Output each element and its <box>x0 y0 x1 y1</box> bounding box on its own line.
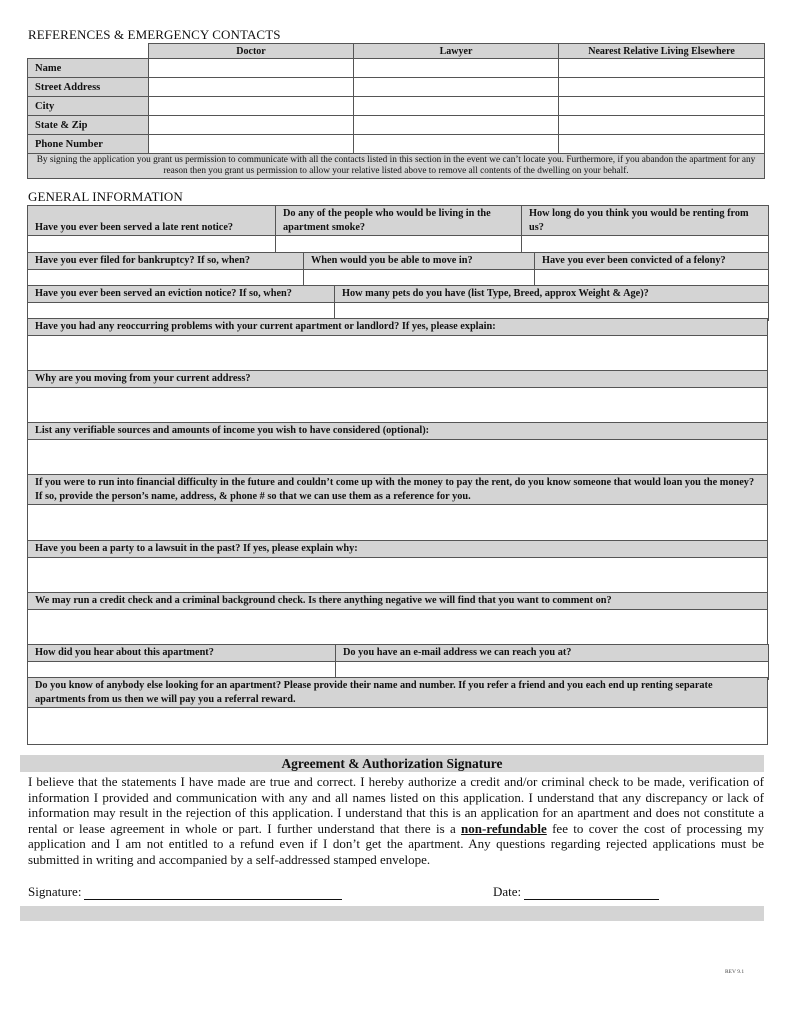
signature-row <box>28 884 342 900</box>
agreement-text-after: fee to cover the cost of processing my application and I am not entitled to a refund even if I don’t get the apartment. Any questions regarding rejected applications must be submitted in writing and accompanied by a self-addressed stamped envelope. <box>28 820 764 867</box>
doctor-city-field[interactable] <box>149 97 354 116</box>
relative-name-field[interactable] <box>559 59 765 78</box>
late-rent-question: Have you ever been served a late rent notice? <box>28 206 276 236</box>
relative-phone-field[interactable] <box>559 135 765 154</box>
row-label-city: City <box>28 97 149 116</box>
lawsuit-answer[interactable] <box>28 557 768 594</box>
agreement-title: Agreement & Authorization Signature <box>20 755 764 772</box>
agreement-text-before: I believe that the statements I have made are true and correct. I hereby authorize a credit and/or criminal check to be made, verification of information I provided and communication with any and all names listed on this application. I understand that any discrepancy or lack of information may result in the rejection of this application. I understand that this is an application for an apartment and does not constitute a rental or lease agreement in whole or part. I further understand that there is a <box>28 774 764 836</box>
doctor-state-zip-field[interactable] <box>149 116 354 135</box>
corner-cell <box>28 44 149 59</box>
referral-answer[interactable] <box>28 708 768 745</box>
row-label-street: Street Address <box>28 78 149 97</box>
gi-row-1 <box>27 205 768 254</box>
references-title: REFERENCES & EMERGENCY CONTACTS <box>28 27 281 42</box>
move-in-question: When would you be able to move in? <box>304 253 535 270</box>
moving-question: Why are you moving from your current address? <box>28 371 768 388</box>
lawyer-name-field[interactable] <box>354 59 559 78</box>
moving-answer[interactable] <box>28 387 768 424</box>
credit-question: We may run a credit check and a criminal background check. Is there anything negative we will find that you want to comment on? <box>28 593 768 610</box>
lawsuit-question: Have you been a party to a lawsuit in the past? If yes, please explain why: <box>28 541 768 558</box>
footer-bar <box>20 906 764 921</box>
smoke-answer[interactable] <box>276 236 522 254</box>
signature-field[interactable] <box>84 887 342 900</box>
felony-question: Have you ever been convicted of a felony? <box>535 253 769 270</box>
gi-hear-email <box>27 644 768 680</box>
general-title: GENERAL INFORMATION <box>28 189 183 204</box>
how-long-question: How long do you think you would be renting from us? <box>522 206 769 236</box>
late-rent-answer[interactable] <box>28 236 276 254</box>
date-label: Date: <box>493 884 522 899</box>
bankruptcy-question: Have you ever filed for bankruptcy? If so, when? <box>28 253 304 270</box>
row-label-phone: Phone Number <box>28 135 149 154</box>
date-field[interactable] <box>524 887 659 900</box>
lawyer-city-field[interactable] <box>354 97 559 116</box>
hear-question: How did you hear about this apartment? <box>28 645 336 662</box>
problems-question: Have you had any reoccurring problems with your current apartment or landlord? If yes, please explain: <box>28 319 768 336</box>
row-label-state-zip: State & Zip <box>28 116 149 135</box>
lawyer-state-zip-field[interactable] <box>354 116 559 135</box>
lawyer-phone-field[interactable] <box>354 135 559 154</box>
date-row <box>493 884 659 900</box>
income-answer[interactable] <box>28 439 768 476</box>
gi-moving <box>27 370 768 425</box>
gi-lawsuit <box>27 540 768 595</box>
references-table <box>27 43 765 179</box>
relative-city-field[interactable] <box>559 97 765 116</box>
col-relative: Nearest Relative Living Elsewhere <box>559 44 765 59</box>
doctor-name-field[interactable] <box>149 59 354 78</box>
signature-label: Signature: <box>28 884 82 899</box>
agreement-text <box>28 774 764 867</box>
gi-referral <box>27 677 768 745</box>
doctor-phone-field[interactable] <box>149 135 354 154</box>
gi-credit <box>27 592 768 647</box>
how-long-answer[interactable] <box>522 236 769 254</box>
pets-question: How many pets do you have (list Type, Breed, approx Weight & Age)? <box>335 286 769 303</box>
credit-answer[interactable] <box>28 609 768 646</box>
gi-problems <box>27 318 768 373</box>
gi-income <box>27 422 768 477</box>
col-lawyer: Lawyer <box>354 44 559 59</box>
gi-financial <box>27 474 768 542</box>
references-note: By signing the application you grant us permission to communicate with all the contacts listed in this section in the event we can’t locate you. Furthermore, if you abandon the apartment for any reason then you grant us permission to allow your relative listed above to remove all contents of the dwelling on your behalf. <box>28 154 765 179</box>
problems-answer[interactable] <box>28 335 768 372</box>
row-label-name: Name <box>28 59 149 78</box>
email-question: Do you have an e-mail address we can reach you at? <box>336 645 769 662</box>
financial-answer[interactable] <box>28 505 768 542</box>
financial-question: If you were to run into financial difficulty in the future and couldn’t come up with the money to pay the rent, do you know someone that would loan you the money? If so, provide the person’s name, address, & phone # so that we can use them as a reference for you. <box>28 475 768 505</box>
gi-row-3 <box>27 285 768 321</box>
gi-row-2 <box>27 252 768 288</box>
relative-street-field[interactable] <box>559 78 765 97</box>
revision-label: REV 9.1 <box>725 969 745 975</box>
col-doctor: Doctor <box>149 44 354 59</box>
non-refundable-label: non-refundable <box>461 820 547 836</box>
eviction-question: Have you ever been served an eviction notice? If so, when? <box>28 286 335 303</box>
smoke-question: Do any of the people who would be living in the apartment smoke? <box>276 206 522 236</box>
doctor-street-field[interactable] <box>149 78 354 97</box>
referral-question: Do you know of anybody else looking for an apartment? Please provide their name and number. If you refer a friend and you each end up renting separate apartments from us then we will pay you a referral reward. <box>28 678 768 708</box>
relative-state-zip-field[interactable] <box>559 116 765 135</box>
lawyer-street-field[interactable] <box>354 78 559 97</box>
income-question: List any verifiable sources and amounts of income you wish to have considered (optional): <box>28 423 768 440</box>
